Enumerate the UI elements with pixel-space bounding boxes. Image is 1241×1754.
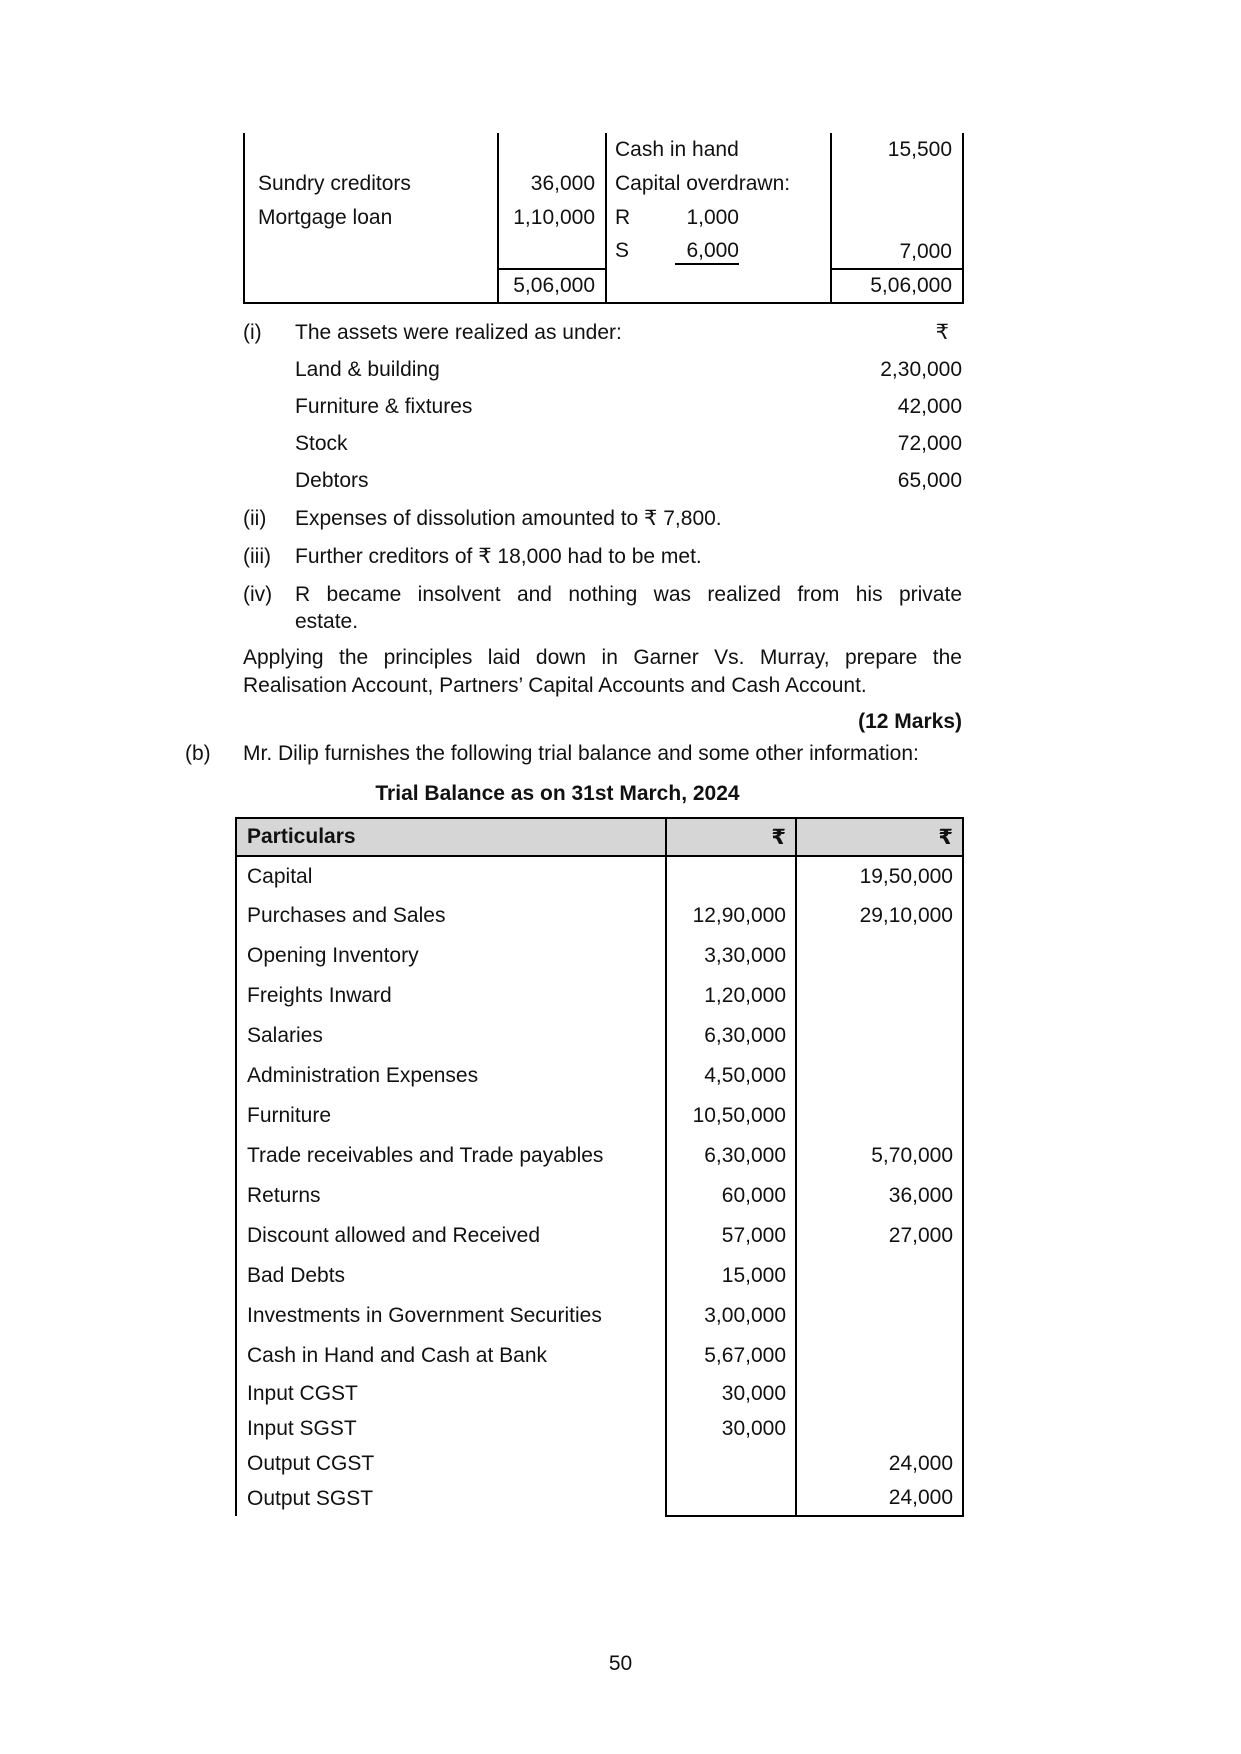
rupee-symbol: ₹ [935,321,949,344]
partner-amount-underlined: 6,000 [675,239,739,265]
right-particulars-cell [606,235,831,269]
clause-iv [243,581,962,635]
asset-row [243,393,962,420]
credit-cell [796,1336,963,1376]
table-row [236,1136,963,1176]
particulars-cell: Bad Debts [236,1256,666,1296]
credit-cell [796,1296,963,1336]
left-particulars-cell [244,269,498,303]
part-text: Mr. Dilip furnishes the following trial balance and some other information: [243,742,919,765]
table-row [236,856,963,896]
table-row [236,1176,963,1216]
debit-cell [666,1481,796,1516]
table-row [236,1256,963,1296]
table-row [244,167,963,201]
credit-cell: 19,50,000 [796,856,963,896]
partner-name: R [615,206,631,229]
credit-cell: 29,10,000 [796,896,963,936]
credit-header: ₹ [796,818,963,856]
credit-cell [796,1376,963,1411]
asset-name: Debtors [295,469,369,492]
particulars-cell: Salaries [236,1016,666,1056]
table-row [244,133,963,167]
debit-header: ₹ [666,818,796,856]
part-b-heading [185,740,962,767]
particulars-cell: Returns [236,1176,666,1216]
credit-cell [796,1056,963,1096]
left-particulars-cell: Mortgage loan [244,201,498,235]
asset-amount: 42,000 [897,395,962,418]
table-row [236,1296,963,1336]
credit-cell [796,1016,963,1056]
asset-row [243,467,962,494]
right-particulars-cell: Cash in hand [606,133,831,167]
credit-cell [796,1096,963,1136]
right-particulars-cell [606,201,831,235]
credit-cell: 24,000 [796,1446,963,1481]
debit-cell: 6,30,000 [666,1136,796,1176]
left-amount-cell [498,235,606,269]
right-total-cell: 5,06,000 [831,269,963,303]
credit-cell: 5,70,000 [796,1136,963,1176]
clause-label: (ii) [243,507,267,530]
clause-text: Expenses of dissolution amounted to ₹ 7,800. [295,507,722,530]
particulars-cell: Purchases and Sales [236,896,666,936]
right-particulars-cell: Capital overdrawn: [606,167,831,201]
debit-cell: 1,20,000 [666,976,796,1016]
particulars-cell: Input SGST [236,1411,666,1446]
debit-cell [666,1446,796,1481]
left-amount-cell: 36,000 [498,167,606,201]
particulars-cell: Administration Expenses [236,1056,666,1096]
asset-row [243,430,962,457]
clause-text [295,581,962,635]
debit-cell: 57,000 [666,1216,796,1256]
clause-line-1: R became insolvent and nothing was realized from his private [295,583,962,606]
right-amount-cell [831,167,963,201]
left-particulars-cell: Sundry creditors [244,167,498,201]
table-row [236,1336,963,1376]
table-total-row [244,269,963,303]
particulars-cell: Opening Inventory [236,936,666,976]
instruction-paragraph [243,644,962,700]
credit-cell [796,1411,963,1446]
right-amount-cell: 15,500 [831,133,963,167]
trial-balance-table [235,817,964,1517]
asset-name: Stock [295,432,348,455]
asset-name: Furniture & fixtures [295,395,473,418]
clause-label: (iv) [243,583,273,606]
particulars-header: Particulars [236,818,666,856]
particulars-cell: Discount allowed and Received [236,1216,666,1256]
particulars-cell: Investments in Government Securities [236,1296,666,1336]
left-amount-cell [498,133,606,167]
debit-cell: 30,000 [666,1376,796,1411]
particulars-cell: Furniture [236,1096,666,1136]
left-total-cell: 5,06,000 [498,269,606,303]
table-row [244,201,963,235]
part-label: (b) [185,742,211,765]
particulars-cell: Output SGST [236,1481,666,1516]
clause-label: (i) [243,321,262,344]
table-row [236,1446,963,1481]
table-row [236,1481,963,1516]
left-particulars-cell [244,133,498,167]
page-number: 50 [608,1652,633,1675]
debit-cell: 60,000 [666,1176,796,1216]
table-row [236,1376,963,1411]
debit-cell: 6,30,000 [666,1016,796,1056]
right-particulars-cell [606,269,831,303]
debit-cell: 30,000 [666,1411,796,1446]
debit-cell: 12,90,000 [666,896,796,936]
asset-amount: 72,000 [897,432,962,455]
particulars-cell: Input CGST [236,1376,666,1411]
debit-cell: 15,000 [666,1256,796,1296]
clause-line-2: estate. [295,610,359,633]
clause-label: (iii) [243,545,271,568]
clause-text: Further creditors of ₹ 18,000 had to be met. [295,545,702,568]
debit-cell: 10,50,000 [666,1096,796,1136]
partner-name: S [615,239,630,262]
table-header-row [236,818,963,856]
right-amount-cell: 7,000 [831,235,963,269]
credit-cell [796,1256,963,1296]
credit-cell: 27,000 [796,1216,963,1256]
debit-cell [666,856,796,896]
particulars-cell: Capital [236,856,666,896]
asset-amount: 65,000 [897,469,962,492]
credit-cell: 36,000 [796,1176,963,1216]
marks-label: (12 Marks) [858,710,962,733]
table-row [236,1016,963,1056]
particulars-cell: Cash in Hand and Cash at Bank [236,1336,666,1376]
credit-cell [796,936,963,976]
debit-cell: 3,30,000 [666,936,796,976]
table-row [236,896,963,936]
paragraph-line-2: Realisation Account, Partners’ Capital Accounts and Cash Account. [243,674,867,697]
particulars-cell: Trade receivables and Trade payables [236,1136,666,1176]
particulars-cell: Freights Inward [236,976,666,1016]
debit-cell: 3,00,000 [666,1296,796,1336]
opening-balance-table [243,133,964,304]
credit-cell [796,976,963,1016]
table-row [236,976,963,1016]
table-row [236,936,963,976]
left-amount-cell: 1,10,000 [498,201,606,235]
right-amount-cell [831,201,963,235]
paragraph-line-1: Applying the principles laid down in Garner Vs. Murray, prepare the [243,646,962,669]
page-content [185,133,962,1517]
trial-balance-title: Trial Balance as on 31st March, 2024 [375,782,740,805]
table-row [236,1411,963,1446]
asset-name: Land & building [295,358,440,381]
table-row [236,1056,963,1096]
clause-text: The assets were realized as under: [295,321,622,344]
table-row [244,235,963,269]
particulars-cell: Output CGST [236,1446,666,1481]
table-row [236,1216,963,1256]
debit-cell: 5,67,000 [666,1336,796,1376]
clause-i-heading [243,319,962,346]
clause-iii [243,543,962,570]
clause-ii [243,505,962,532]
credit-cell: 24,000 [796,1481,963,1516]
asset-row [243,356,962,383]
left-particulars-cell [244,235,498,269]
partner-amount: 1,000 [686,206,739,229]
debit-cell: 4,50,000 [666,1056,796,1096]
asset-amount: 2,30,000 [880,358,962,381]
table-row [236,1096,963,1136]
